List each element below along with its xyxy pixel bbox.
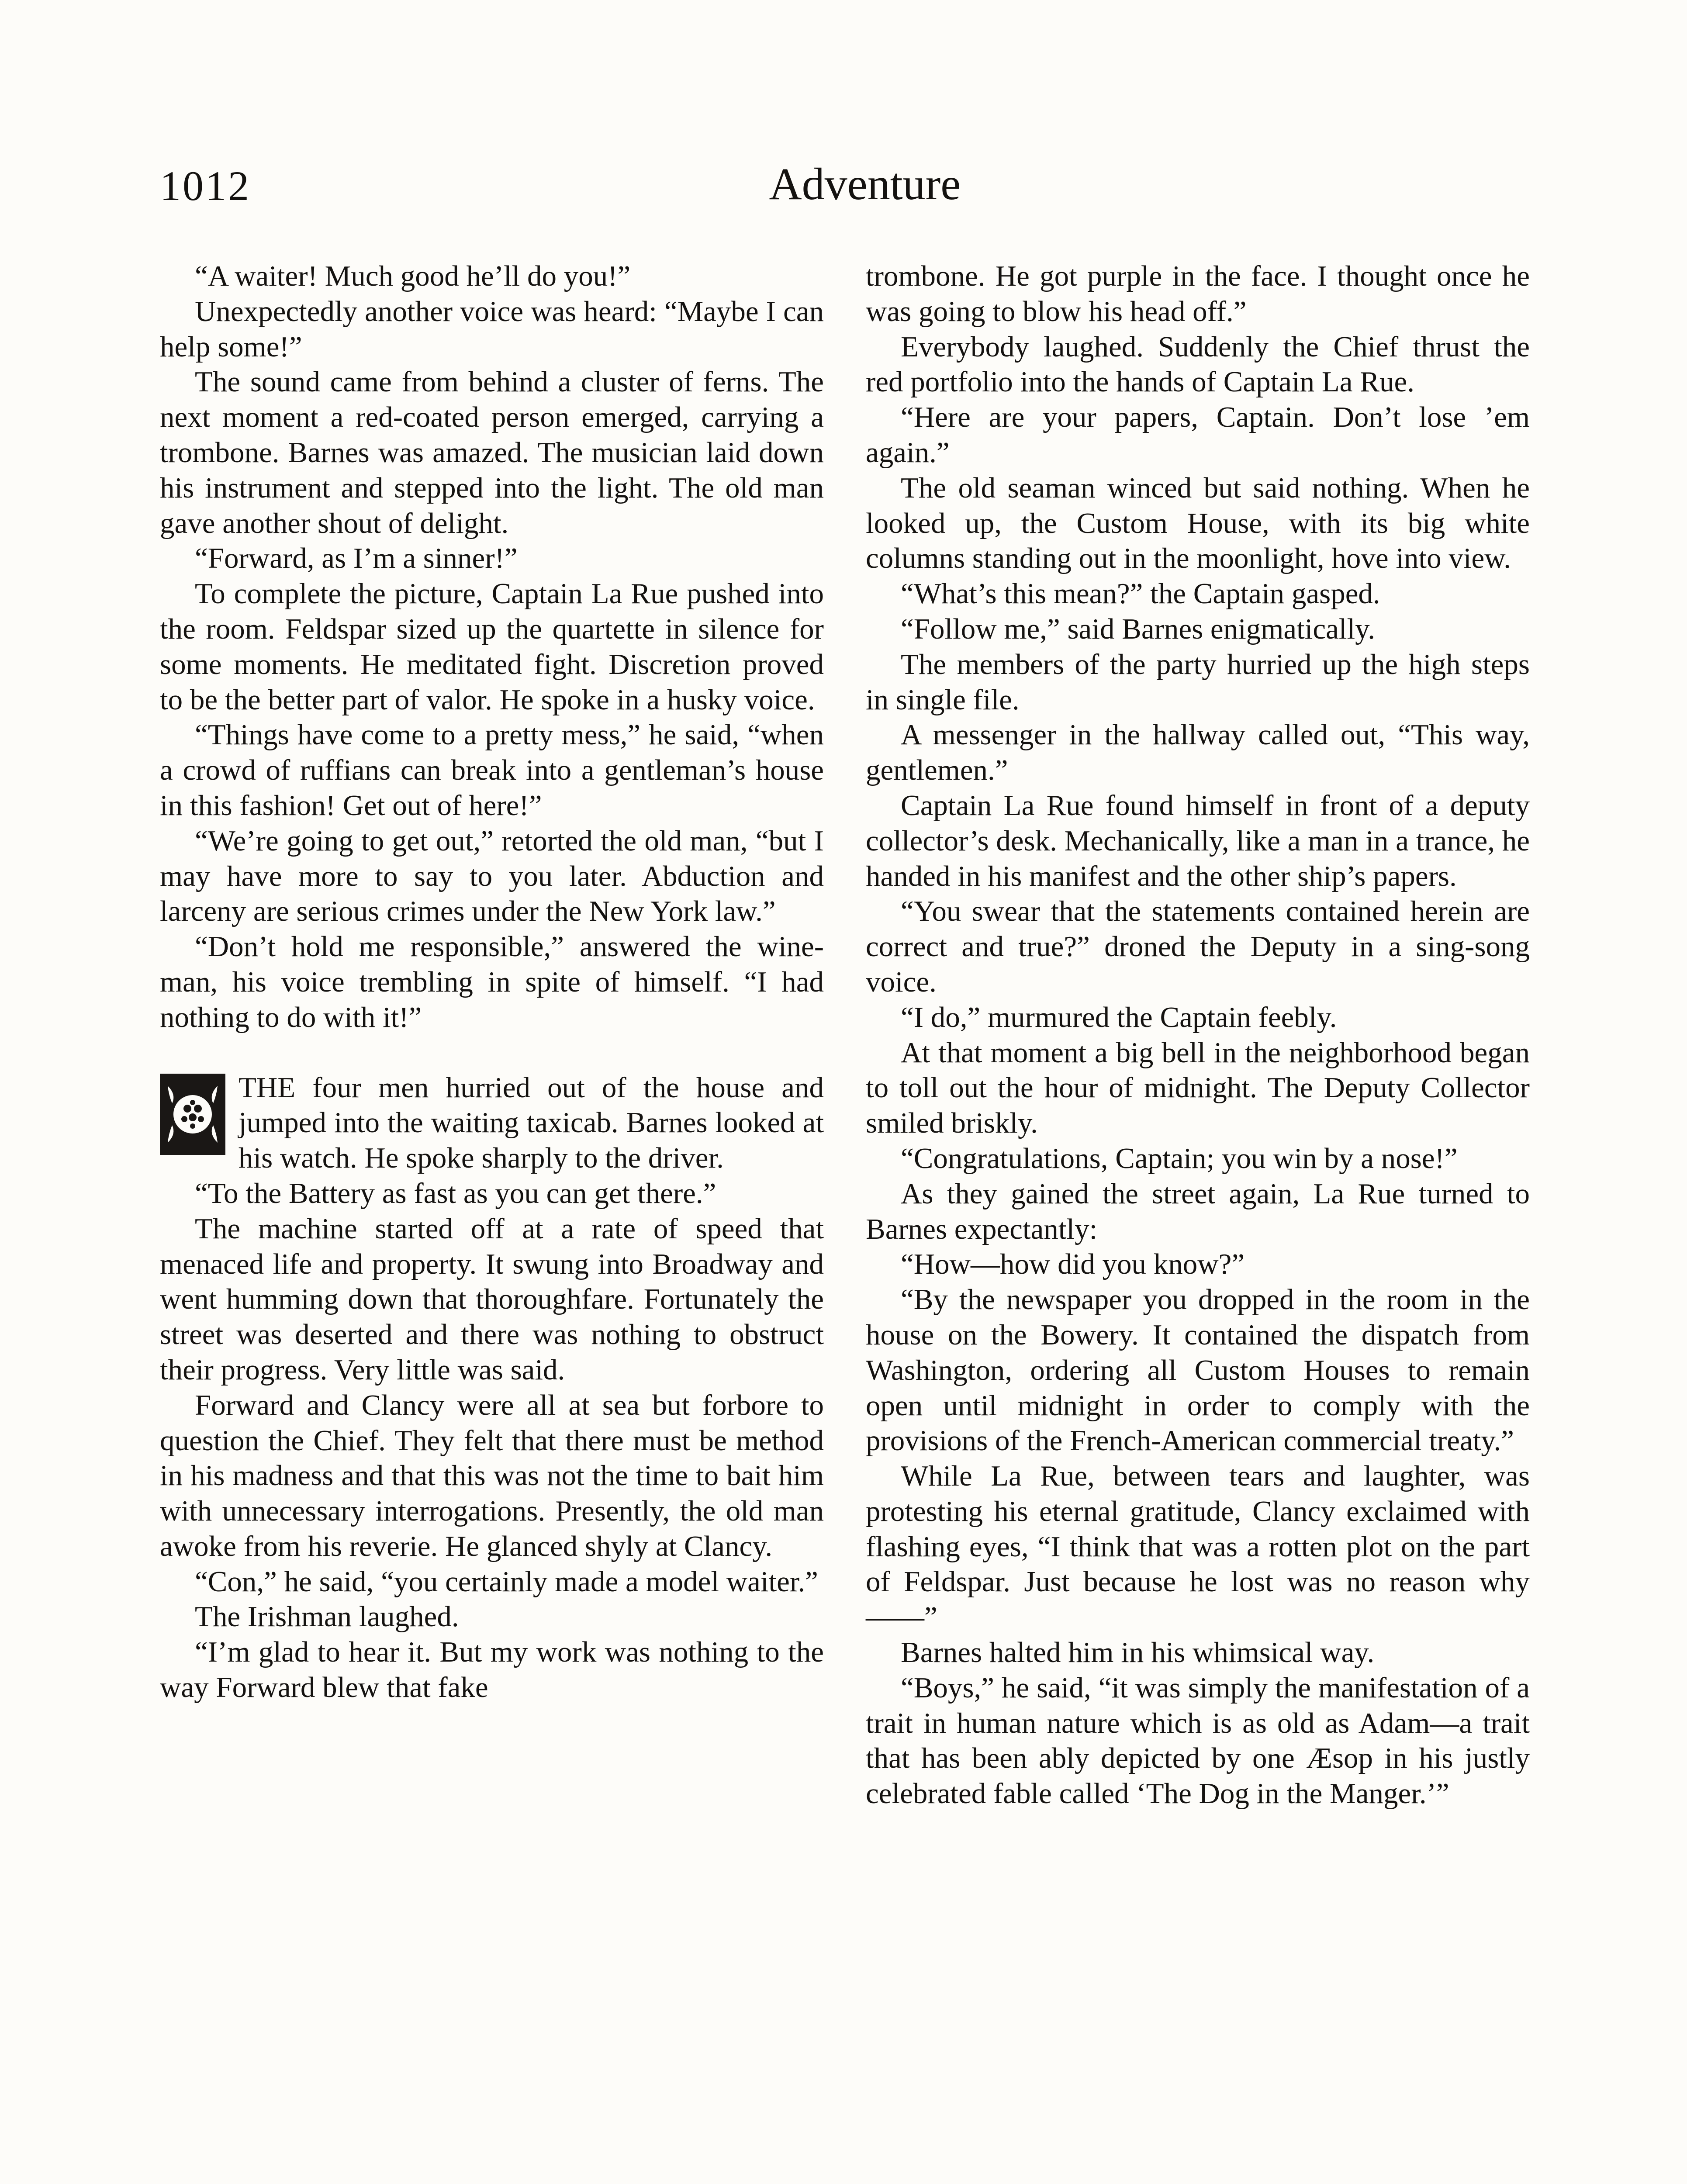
paragraph: The old seaman winced but said nothing. When he looked up, the Custom House, with its big white columns standing out in the moonlight, hove into view. (866, 471, 1530, 575)
paragraph: The Irishman laughed. (195, 1600, 459, 1633)
paragraph: “Boys,” he said, “it was simply the manifestation of a trait in human nature which is as old as Adam—a trait that has been ably depicted by one Æsop in his justly celebrated fable called ‘The Dog in the Manger.’” (866, 1671, 1530, 1810)
paragraph: Unexpectedly another voice was heard: “Maybe I can help some!” (160, 295, 824, 363)
running-head-title: Adventure (769, 159, 961, 209)
paragraph: “We’re going to get out,” retorted the old man, “but I may have more to say to you later. Abduction and larceny are serious crimes under the New York law.” (160, 824, 824, 928)
paragraph: “I do,” murmured the Captain feebly. (901, 1001, 1337, 1033)
paragraph: “To the Battery as fast as you can get there.” (195, 1177, 716, 1209)
paragraph: “How—how did you know?” (901, 1248, 1245, 1281)
paragraph: The members of the party hurried up the high steps in single file. (866, 648, 1530, 716)
paragraph-continued: trombone. He got purple in the face. I thought once he was going to blow his head off.” (866, 260, 1530, 328)
paragraph: Captain La Rue found himself in front of a deputy collector’s desk. Mechanically, like a man in a trance, he handed in his manifest and the other ship’s papers. (866, 789, 1530, 892)
paragraph: Everybody laughed. Suddenly the Chief thrust the red portfolio into the hands of Captain La Rue. (866, 330, 1530, 398)
paragraph: “What’s this mean?” the Captain gasped. (901, 577, 1380, 610)
paragraph-section-opening: THE four men hurried out of the house and jumped into the waiting taxicab. Barnes looked at his watch. He spoke sharply to the driver. (239, 1071, 824, 1175)
paragraph: To complete the picture, Captain La Rue pushed into the room. Feldspar sized up the quartette in silence for some moments. He meditated fight. Discretion proved to be the better part of valor. He spoke in a husky voice. (160, 577, 824, 716)
right-column (866, 259, 1530, 1811)
section-break (160, 1070, 824, 1176)
paragraph: “Forward, as I’m a sinner!” (195, 542, 518, 575)
paragraph: As they gained the street again, La Rue turned to Barnes expectantly: (866, 1177, 1530, 1245)
paragraph: “Here are your papers, Captain. Don’t lose ’em again.” (866, 401, 1530, 469)
paragraph: “Things have come to a pretty mess,” he said, “when a crowd of ruffians can break into a gentleman’s house in this fashion! Get out of here!” (160, 719, 824, 822)
paragraph: Forward and Clancy were all at sea but forbore to question the Chief. They felt that there must be method in his madness and that this was not the time to bait him with unnecessary interrogations. Presently, the old man awoke from his reverie. He glanced shyly at Clancy. (160, 1389, 824, 1562)
paragraph: At that moment a big bell in the neighborhood began to toll out the hour of midnight. The Deputy Collector smiled briskly. (866, 1036, 1530, 1140)
paragraph: “Con,” he said, “you certainly made a model waiter.” (195, 1565, 818, 1598)
paragraph: Barnes halted him in his whimsical way. (901, 1636, 1375, 1669)
paragraph: “I’m glad to hear it. But my work was nothing to the way Forward blew that fake (160, 1636, 824, 1704)
paragraph: A messenger in the hallway called out, “This way, gentlemen.” (866, 719, 1530, 787)
paragraph: “By the newspaper you dropped in the room in the house on the Bowery. It contained the dispatch from Washington, ordering all Custom Houses to remain open until midnight in order to comply with the provisions of the French-American commercial treaty.” (866, 1283, 1530, 1457)
paragraph: “You swear that the statements contained herein are correct and true?” droned the Deputy in a sing-song voice. (866, 895, 1530, 998)
paragraph: “A waiter! Much good he’ll do you!” (195, 260, 631, 292)
paragraph: The machine started off at a rate of speed that menaced life and property. It swung into Broadway and went humming down that thoroughfare. Fortunately the street was deserted and there was nothing to obstruct their progress. Very little was said. (160, 1212, 824, 1386)
paragraph: While La Rue, between tears and laughter, was protesting his eternal gratitude, Clancy exclaimed with flashing eyes, “I think that was a rotten plot on the part of Feldspar. Just because he lost was no reason why——” (866, 1460, 1530, 1634)
paragraph: “Don’t hold me responsible,” answered the wine-man, his voice trembling in spite of himself. “I had nothing to do with it!” (160, 930, 824, 1033)
ornamental-drop-cap-icon (160, 1074, 225, 1155)
page-number: 1012 (160, 162, 251, 209)
paragraph: The sound came from behind a cluster of ferns. The next moment a red-coated person emerged, carrying a trombone. Barnes was amazed. The musician laid down his instrument and stepped into the light. The old man gave another shout of delight. (160, 366, 824, 539)
paragraph: “Follow me,” said Barnes enigmatically. (901, 612, 1375, 645)
left-column (160, 259, 824, 1705)
ornament-flower-icon (163, 1077, 222, 1151)
paragraph: “Congratulations, Captain; you win by a nose!” (901, 1142, 1458, 1175)
